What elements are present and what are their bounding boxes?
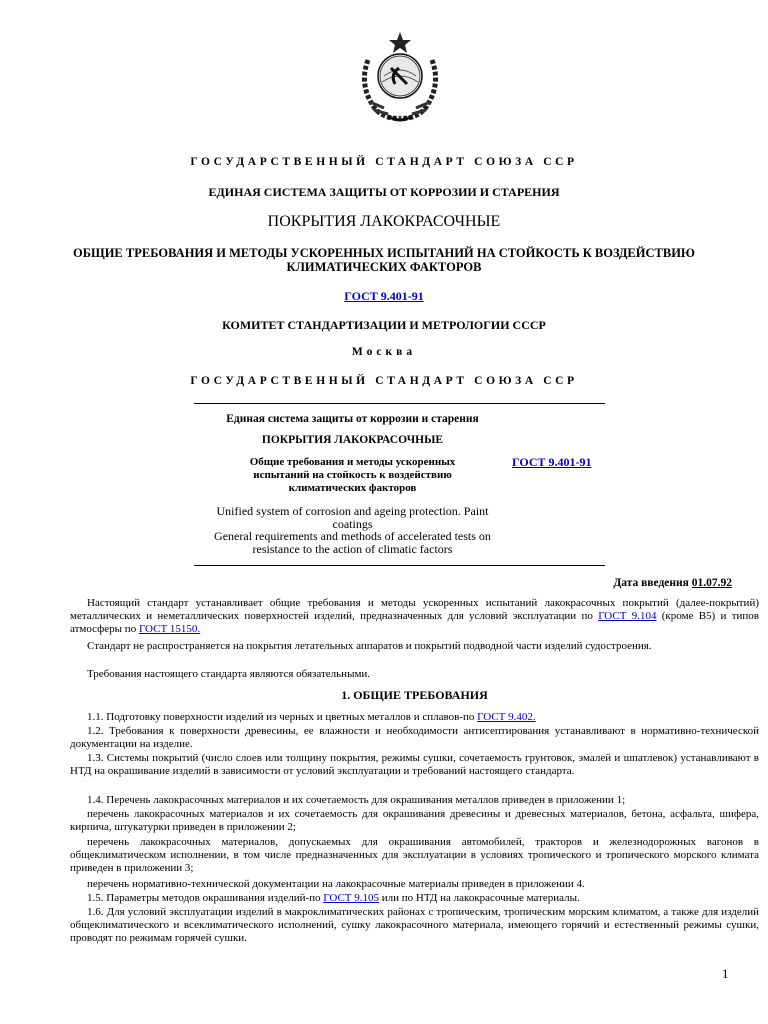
para-1-2: 1.2. Требования к поверхности древесины, ее влажности и необходимости антисептирования устанавливают в нормативно-технической документации на изделие. xyxy=(70,725,759,751)
para-1-3: 1.3. Системы покрытий (число слоев или толщину покрытия, режимы сушки, сочетаемость грунтовок, эмалей и шпатлевок) устанавливают в НТД на окрашивание изделий в зависимости от условий эксплуатации и требований настоящего стандарта. xyxy=(70,752,759,778)
gost-9-105-link[interactable]: ГОСТ 9.105 xyxy=(323,892,380,904)
box-english xyxy=(195,505,510,555)
intro-p1-text-a: Настоящий стандарт устанавливает общие требования и методы ускоренных испытаний лакокрасочных покрытий (далее-покрытий) металлических и неметаллических поверхностей изделий, предназначенных для условий эксплуатации по xyxy=(70,597,759,623)
para-1-5-text-b: или по НТД на лакокрасочные материалы. xyxy=(379,892,580,904)
introduction-date xyxy=(613,577,732,589)
box-sub-1: Общие требования и методы ускоренных xyxy=(249,456,456,468)
section-1-heading: 1. ОБЩИЕ ТРЕБОВАНИЯ xyxy=(341,688,488,702)
header-org: ГОСУДАРСТВЕННЫЙ СТАНДАРТ СОЮЗА ССР xyxy=(190,156,578,168)
box-gost-link[interactable]: ГОСТ 9.401-91 xyxy=(512,455,592,469)
ussr-emblem xyxy=(354,30,446,126)
intro-paragraph-3: Требования настоящего стандарта являются обязательными. xyxy=(87,668,371,680)
header-org-2: ГОСУДАРСТВЕННЫЙ СТАНДАРТ СОЮЗА ССР xyxy=(190,375,578,387)
intro-p1-text-b: (кроме В5) и типов атмосферы по xyxy=(70,610,759,636)
box-title: ПОКРЫТИЯ ЛАКОКРАСОЧНЫЕ xyxy=(261,434,444,446)
box-en-3: General requirements and methods of accelerated tests on xyxy=(214,529,491,543)
gost-15150-link[interactable]: ГОСТ 15150. xyxy=(138,623,201,636)
box-top-rule xyxy=(194,403,605,404)
box-sub-3: климатических факторов xyxy=(288,482,417,494)
para-1-5 xyxy=(70,892,759,905)
header-city: Москва xyxy=(351,346,417,358)
intro-paragraph-1 xyxy=(70,597,759,637)
para-1-6: 1.6. Для условий эксплуатации изделий в макроклиматических районах с тропическим, тропическим морским климатом, а также для изделий общеклиматического и всеклиматического исполнений, сушку лакокрасочного материала, имеющего горячий и естественный режимы сушки, проводят по режимам горячей сушки. xyxy=(70,906,759,945)
page-number: 1 xyxy=(722,966,729,981)
para-1-4-c: перечень лакокрасочных материалов, допускаемых для окрашивания автомобилей, тракторов и железнодорожных вагонов в общеклиматическом исполнении, в том числе предназначенных для эксплуатации в условиях тропического и тропического морского климата приведен в приложении 3; xyxy=(70,836,759,875)
para-1-5-text-a: 1.5. Параметры методов окрашивания изделий-по xyxy=(87,892,324,904)
para-1-1-text: 1.1. Подготовку поверхности изделий из черных и цветных металлов и сплавов-по xyxy=(87,711,478,723)
gost-9-402-link[interactable]: ГОСТ 9.402. xyxy=(477,711,536,723)
header-subtitle-1: ОБЩИЕ ТРЕБОВАНИЯ И МЕТОДЫ УСКОРЕННЫХ ИСПЫТАНИЙ НА СТОЙКОСТЬ К ВОЗДЕЙСТВИЮ xyxy=(73,246,695,260)
para-1-1 xyxy=(70,711,759,724)
gost-link[interactable]: ГОСТ 9.401-91 xyxy=(344,289,424,303)
intro-paragraph-2: Стандарт не распространяется на покрытия летательных аппаратов и покрытий подводной части изделий судостроения. xyxy=(87,640,652,652)
box-en-1: Unified system of corrosion and ageing protection. Paint xyxy=(216,504,489,518)
box-subtitle xyxy=(210,456,495,495)
para-1-4-b: перечень лакокрасочных материалов и их сочетаемость для окрашивания древесины и древесных материалов, бетона, асфальта, шифера, кирпича, штукатурки приведен в приложении 2; xyxy=(70,808,759,834)
header-gost xyxy=(0,289,768,304)
box-bottom-rule xyxy=(194,565,605,566)
box-gost xyxy=(512,455,591,470)
gost-9-104-link[interactable]: ГОСТ 9.104 xyxy=(598,610,657,623)
box-en-4: resistance to the action of climatic factors xyxy=(252,541,453,556)
date-value: 01.07.92 xyxy=(691,577,732,589)
header-system: ЕДИНАЯ СИСТЕМА ЗАЩИТЫ ОТ КОРРОЗИИ И СТАРЕНИЯ xyxy=(208,185,560,199)
header-committee: КОМИТЕТ СТАНДАРТИЗАЦИИ И МЕТРОЛОГИИ СССР xyxy=(222,318,546,332)
para-1-4-d: перечень нормативно-технической документации на лакокрасочные материалы приведен в приложении 4. xyxy=(87,878,585,890)
box-sub-2: испытаний на стойкость к воздействию xyxy=(253,469,452,481)
box-system: Единая система защиты от коррозии и старения xyxy=(226,413,479,425)
para-1-4: 1.4. Перечень лакокрасочных материалов и их сочетаемость для окрашивания металлов приведен в приложении 1; xyxy=(87,794,626,806)
date-label: Дата введения xyxy=(613,577,692,589)
box-en-2: coatings xyxy=(332,516,373,531)
header-title: ПОКРЫТИЯ ЛАКОКРАСОЧНЫЕ xyxy=(267,213,501,230)
header-subtitle-2: КЛИМАТИЧЕСКИХ ФАКТОРОВ xyxy=(286,260,482,274)
